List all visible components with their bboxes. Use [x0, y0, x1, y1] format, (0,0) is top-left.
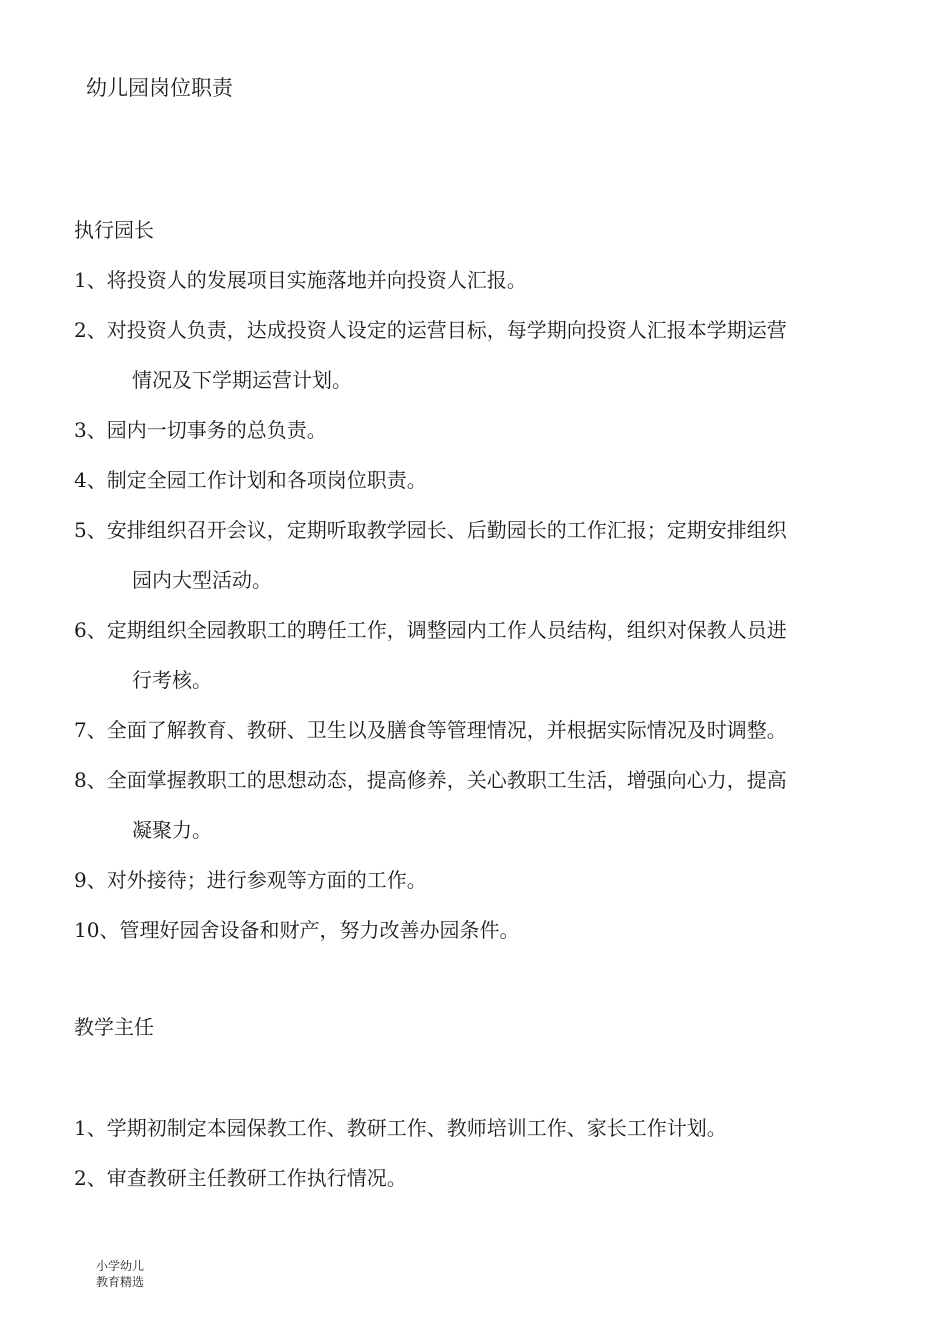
- section-heading-executive-director: 执行园长: [74, 218, 154, 242]
- item-number: 5、: [74, 518, 107, 542]
- item-text: 制定全园工作计划和各项岗位职责。: [106, 468, 427, 492]
- item-text: 全面掌握教职工的思想动态，提高修养，关心教职工生活，增强向心力，提高: [106, 768, 787, 792]
- list-item: [74, 305, 874, 405]
- item-number: 2、: [74, 1166, 107, 1190]
- list-item: [74, 755, 874, 855]
- item-number: 1、: [74, 268, 107, 292]
- item-text-continuation: 园内大型活动。: [132, 568, 272, 592]
- item-number: 10、: [74, 918, 120, 942]
- item-number: 8、: [74, 768, 107, 792]
- item-text-continuation: 情况及下学期运营计划。: [132, 368, 352, 392]
- list-item: [74, 255, 874, 305]
- item-text: 将投资人的发展项目实施落地并向投资人汇报。: [106, 268, 527, 292]
- list-item: [74, 1103, 874, 1153]
- item-text: 全面了解教育、教研、卫生以及膳食等管理情况，并根据实际情况及时调整。: [106, 718, 787, 742]
- section-heading-teaching-director: 教学主任: [74, 1015, 154, 1039]
- list-item: [74, 505, 874, 605]
- item-number: 1、: [74, 1116, 107, 1140]
- item-number: 6、: [74, 618, 107, 642]
- list-item: [74, 405, 874, 455]
- item-number: 4、: [74, 468, 107, 492]
- item-text: 学期初制定本园保教工作、教研工作、教师培训工作、家长工作计划。: [106, 1116, 727, 1140]
- item-text: 园内一切事务的总负责。: [106, 418, 327, 442]
- item-number: 3、: [74, 418, 107, 442]
- item-text: 对外接待；进行参观等方面的工作。: [106, 868, 427, 892]
- item-text-continuation: 行考核。: [132, 668, 212, 692]
- list-item: [74, 705, 874, 755]
- item-text-continuation: 凝聚力。: [132, 818, 212, 842]
- item-number: 7、: [74, 718, 107, 742]
- list-item: [74, 905, 874, 955]
- item-number: 2、: [74, 318, 107, 342]
- item-text: 审查教研主任教研工作执行情况。: [106, 1166, 407, 1190]
- item-text: 定期组织全园教职工的聘任工作，调整园内工作人员结构，组织对保教人员进: [106, 618, 787, 642]
- item-text: 管理好园舍设备和财产，努力改善办园条件。: [119, 918, 520, 942]
- footer-note: 小学幼儿教育精选: [96, 1259, 145, 1289]
- item-number: 9、: [74, 868, 107, 892]
- item-text: 安排组织召开会议，定期听取教学园长、后勤园长的工作汇报；定期安排组织: [106, 518, 787, 542]
- list-item: [74, 855, 874, 905]
- list-item: [74, 455, 874, 505]
- list-item: [74, 1153, 874, 1203]
- document-title: 幼儿园岗位职责: [86, 76, 233, 100]
- item-text: 对投资人负责，达成投资人设定的运营目标，每学期向投资人汇报本学期运营: [106, 318, 787, 342]
- list-item: [74, 605, 874, 705]
